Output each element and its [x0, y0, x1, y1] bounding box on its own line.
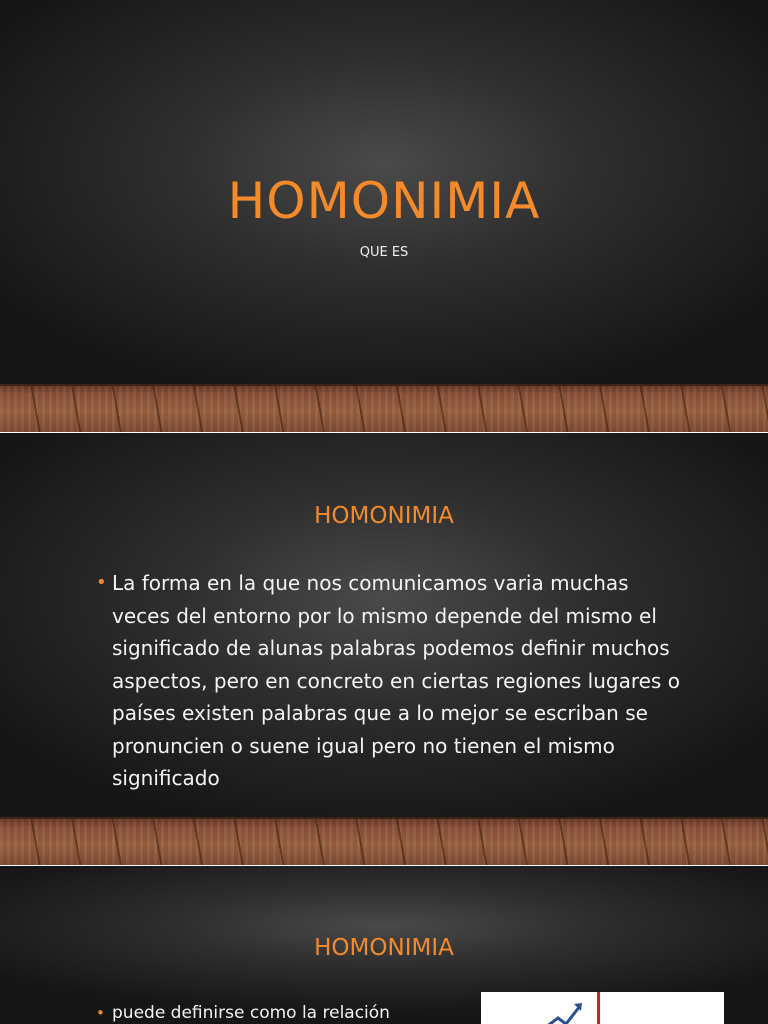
arrow-graphic-icon	[536, 1000, 586, 1024]
red-divider-line	[597, 992, 600, 1024]
slide-2-content	[0, 433, 768, 865]
slide-title: HOMONIMIA	[227, 172, 541, 230]
bullet-item	[96, 1000, 456, 1024]
bullet-item	[96, 567, 686, 795]
bullet-list	[96, 567, 686, 795]
wood-floor-decoration	[0, 384, 768, 432]
slide-heading: HOMONIMIA	[314, 935, 454, 961]
bullet-list	[96, 1000, 456, 1024]
bullet-icon: •	[96, 572, 107, 593]
wood-floor-decoration	[0, 817, 768, 865]
slide-image	[481, 992, 724, 1024]
slide-3-content	[0, 866, 768, 1024]
bullet-icon: •	[96, 1004, 105, 1022]
slide-heading: HOMONIMIA	[314, 503, 454, 529]
bullet-text: La forma en la que nos comunicamos varia muchas veces del entorno por lo mismo depende del mismo el significado de alunas palabras podemos definir muchos aspectos, pero en concreto en ciertas regiones lugares o países existen palabras que a lo mejor se escriban se pronuncien o suene igual pero no tienen el mismo significado	[112, 571, 680, 790]
slide-subtitle: QUE ES	[359, 245, 409, 260]
bullet-text: puede definirse como la relación	[112, 1003, 390, 1023]
slide-1-title	[0, 0, 768, 432]
